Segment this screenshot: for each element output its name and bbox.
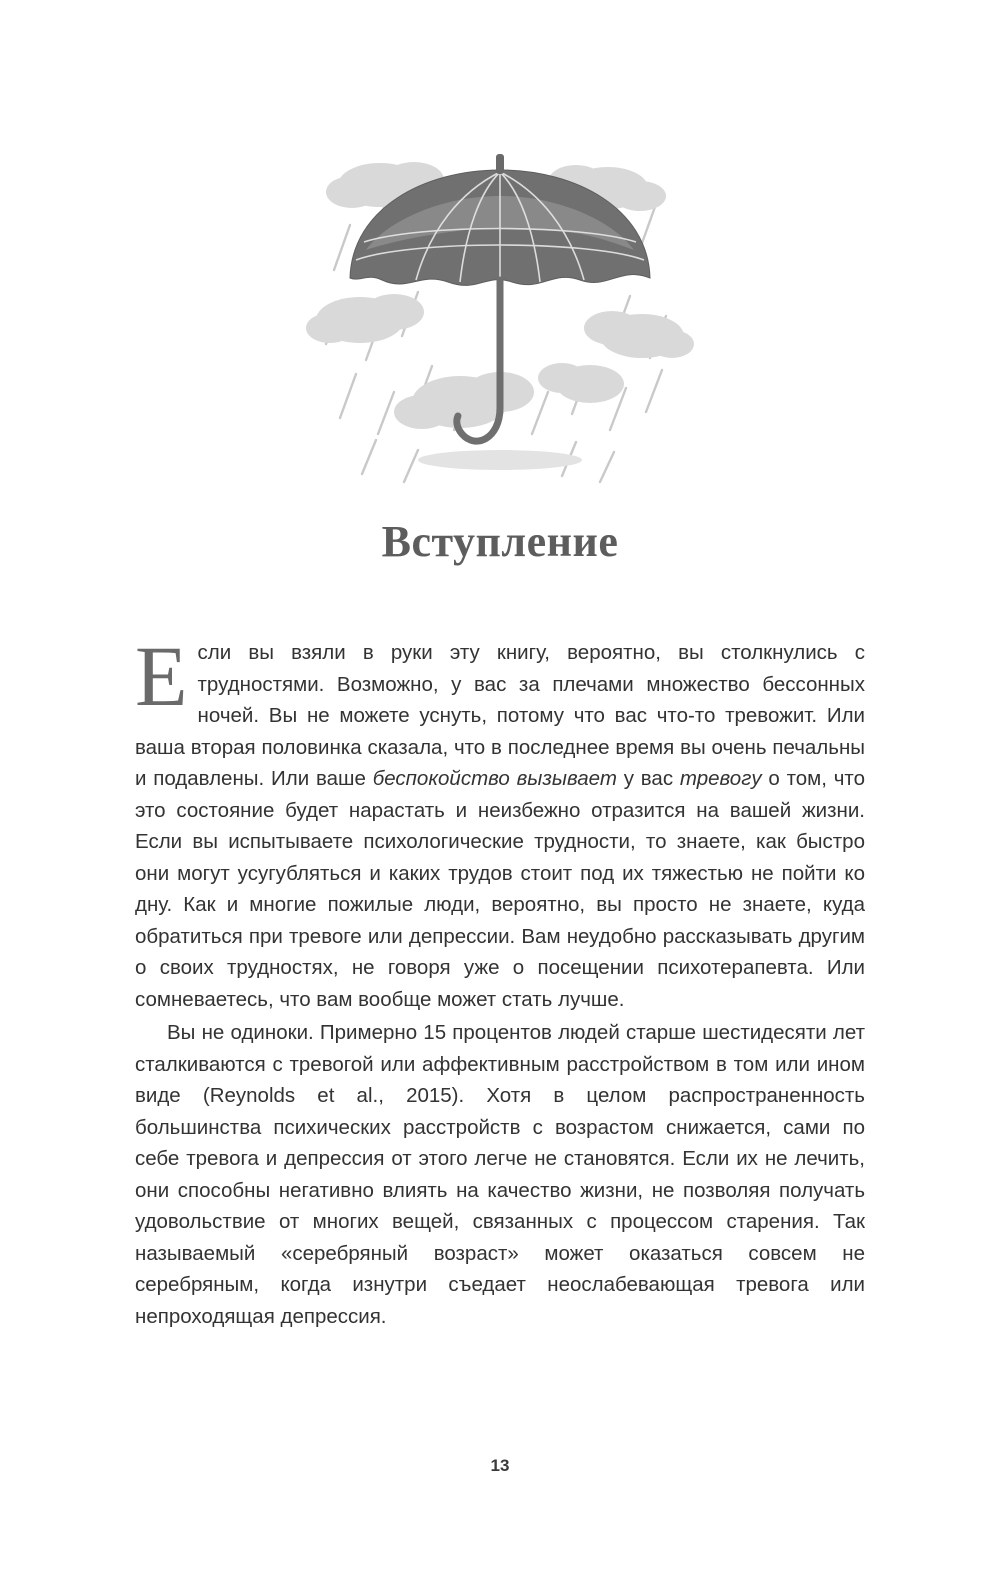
paragraph-2 bbox=[135, 1017, 865, 1332]
paragraph-1-segment-2-italic: беспокойство вызывает bbox=[372, 767, 617, 790]
paragraph-1-segment-3: у вас bbox=[616, 767, 680, 790]
paragraph-1 bbox=[135, 628, 865, 1015]
page-title: Вступление bbox=[381, 517, 619, 566]
paragraph-1-segment-1: сли вы взяли в руки эту книгу, вероятно, вы столкнулись с трудностями. Возможно, у вас за плечами множество бессонных ночей. Вы не можете уснуть, потому что вас что-то тревожит. Или ваша вторая половинка сказала, что в последнее время вы очень печальны и подавлены. Или ваше bbox=[135, 641, 865, 790]
paragraph-1-segment-4-italic: тревогу bbox=[679, 767, 762, 790]
drop-cap: Е bbox=[135, 628, 188, 724]
umbrella-in-rain-illustration bbox=[290, 130, 710, 490]
document-page bbox=[0, 130, 1000, 1571]
body-text bbox=[135, 628, 865, 1332]
paragraph-1-segment-5: о том, что это состояние будет нарастать и неизбежно отразится на вашей жизни. Если вы испытываете психологические трудности, то знаете, как быстро они могут усугубляться и каких трудов стоит под их тяжестью не пойти ко дну. Как и многие пожилые люди, вероятно, вы просто не знаете, куда обратиться при тревоге или депрессии. Вам неудобно рассказывать другим о своих трудностях, не говоря уже о посещении психотерапевта. Или сомневаетесь, что вам вообще может стать лучше. bbox=[135, 767, 865, 1011]
page-number: 13 bbox=[490, 1456, 510, 1475]
paragraph-2-segment-1: Вы не одиноки. Примерно 15 процентов людей старше шестидесяти лет сталкиваются с тревогой или аффективным расстройством в том или ином виде (Reynolds et al., 2015). Хотя в целом распространенность большинства психических расстройств с возрастом снижается, сами по себе тревога и депрессия от этого легче не становятся. Если их не лечить, они способны негативно влиять на качество жизни, не позволяя получать удовольствие от многих вещей, связанных с процессом старения. Так называемый «серебряный возраст» может оказаться совсем не серебряным, когда изнутри съедает неослабевающая тревога или непроходящая депрессия. bbox=[135, 1021, 865, 1328]
